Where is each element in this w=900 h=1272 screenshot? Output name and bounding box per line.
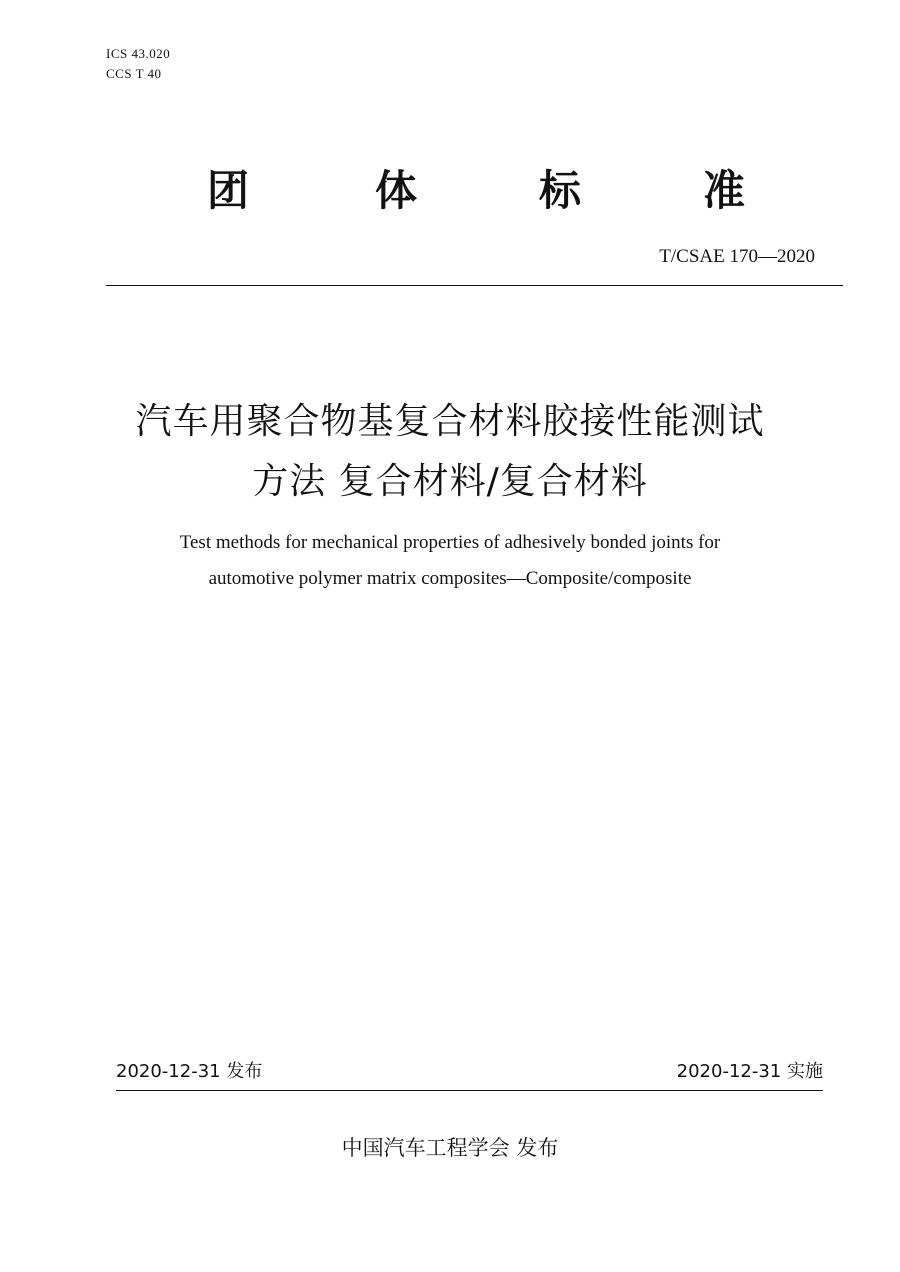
chinese-title-line-2: 方法 复合材料/复合材料 [252, 461, 648, 502]
footer-divider [116, 1090, 823, 1091]
ccs-code: CCS T 40 [106, 66, 162, 81]
ics-code: ICS 43.020 [106, 46, 171, 61]
implementation-date: 2020-12-31 实施 [676, 1061, 823, 1082]
chinese-title-line-1: 汽车用聚合物基复合材料胶接性能测试 [135, 401, 765, 442]
standard-type-char: 体 [374, 166, 417, 215]
standard-type-char: 团 [206, 166, 249, 215]
english-title-line-1: Test methods for mechanical properties of adhesively bonded joints for [179, 532, 721, 553]
standard-type-heading [0, 166, 900, 216]
standard-code: T/CSAE 170—2020 [659, 246, 815, 267]
issue-date: 2020-12-31 发布 [116, 1061, 263, 1082]
standard-type-char: 准 [702, 166, 745, 215]
standard-type-char: 标 [538, 166, 581, 215]
classification-codes [106, 44, 170, 84]
chinese-title [0, 392, 900, 512]
header-divider [106, 285, 843, 286]
english-title [0, 525, 900, 597]
english-title-line-2: automotive polymer matrix composites—Composite/composite [208, 568, 692, 589]
publisher: 中国汽车工程学会 发布 [341, 1136, 559, 1160]
